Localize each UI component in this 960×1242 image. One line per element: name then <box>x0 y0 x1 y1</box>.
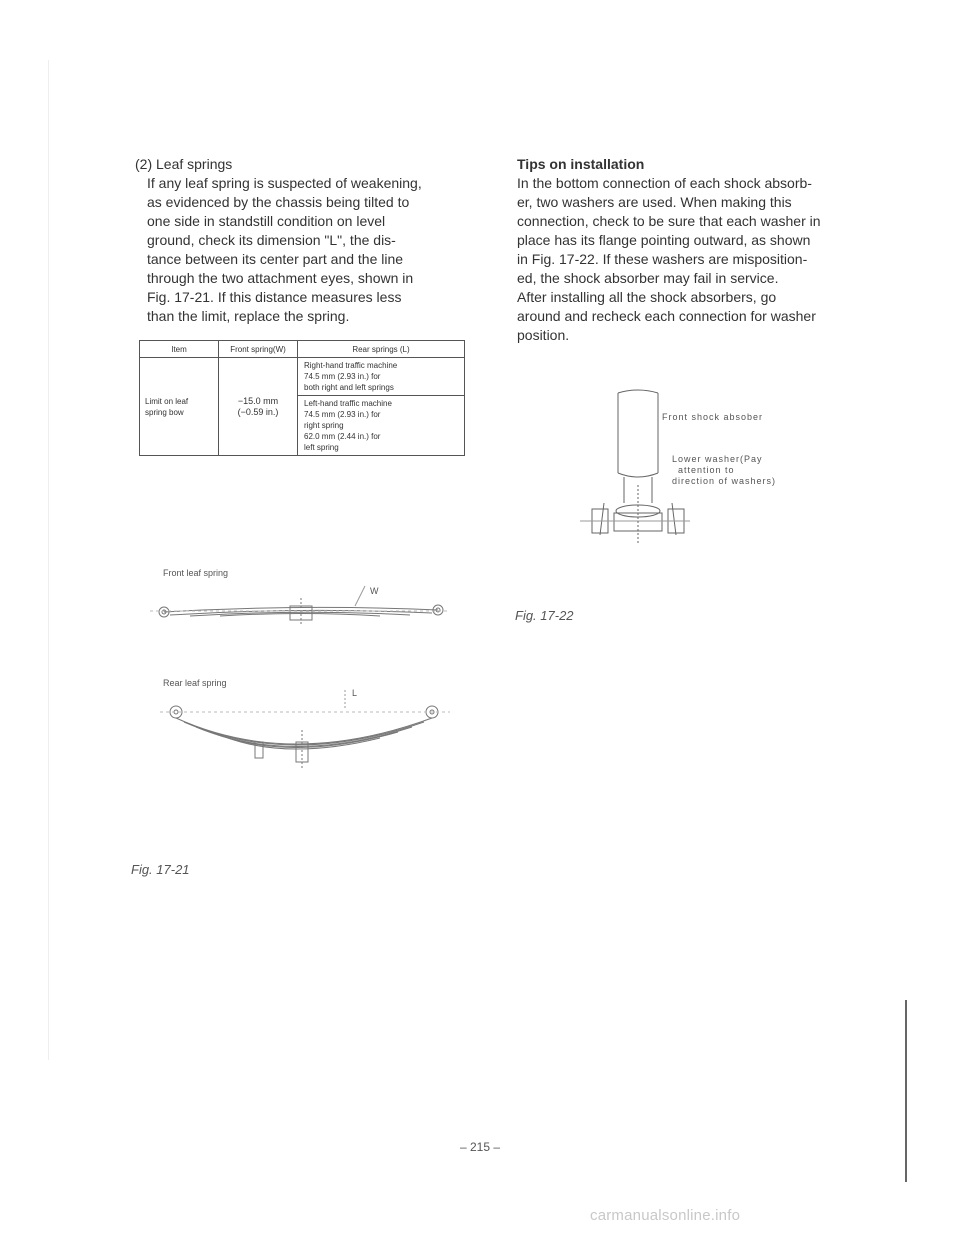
front-leaf-spring-drawing <box>150 580 470 640</box>
item-line: Limit on leaf <box>145 396 189 406</box>
installation-tips-line: ed, the shock absorber may fail in service. <box>517 270 779 286</box>
leaf-springs-section <box>135 155 465 326</box>
front-limit-mm: −15.0 mm <box>237 395 279 406</box>
header-rear: Rear springs (L) <box>298 341 465 358</box>
leaf-springs-line: If any leaf spring is suspected of weakening, <box>147 175 422 191</box>
leaf-springs-line: ground, check its dimension "L", the dis- <box>147 232 396 248</box>
installation-tips-line: er, two washers are used. When making this <box>517 194 792 210</box>
table-header-row <box>140 341 465 358</box>
rear-line: 74.5 mm (2.93 in.) for <box>304 410 381 419</box>
lower-washer-line: attention to <box>678 465 735 475</box>
front-limit-cell <box>219 358 298 456</box>
installation-tips-line: in Fig. 17-22. If these washers are misposition- <box>517 251 808 267</box>
fig-17-21-caption: Fig. 17-21 <box>131 862 190 877</box>
binding-edge-rule <box>905 1000 907 1182</box>
scan-edge <box>48 60 49 1060</box>
table-row <box>140 358 465 396</box>
installation-tips-line: position. <box>517 327 570 343</box>
leaf-springs-line: Fig. 17-21. If this distance measures less <box>147 289 402 305</box>
fig-17-22-caption: Fig. 17-22 <box>515 608 574 623</box>
rear-line: Left-hand traffic machine <box>304 399 392 408</box>
rear-line: left spring <box>304 443 339 452</box>
page-number: – 215 – <box>459 1140 501 1154</box>
rear-leaf-spring-drawing <box>150 680 470 770</box>
rear-line: right spring <box>304 421 344 430</box>
rear-right-hand-cell <box>298 358 465 396</box>
installation-tips-line: connection, check to be sure that each washer in <box>517 213 821 229</box>
header-item: Item <box>140 341 219 358</box>
rear-left-hand-cell <box>298 396 465 456</box>
leaf-springs-line: than the limit, replace the spring. <box>147 308 350 324</box>
rear-line: 74.5 mm (2.93 in.) for <box>304 372 381 381</box>
leaf-springs-line: as evidenced by the chassis being tilted to <box>147 194 410 210</box>
installation-tips-line: After installing all the shock absorbers, go <box>517 289 777 305</box>
installation-tips-line: around and recheck each connection for washer <box>517 308 816 324</box>
lower-washer-line: direction of washers) <box>672 476 777 486</box>
rear-line: Right-hand traffic machine <box>304 361 398 370</box>
installation-tips-section <box>517 155 862 345</box>
installation-tips-line: place has its flange pointing outward, as shown <box>517 232 811 248</box>
rear-line: 62.0 mm (2.44 in.) for <box>304 432 381 441</box>
leaf-springs-heading: (2) Leaf springs <box>135 156 233 172</box>
lower-washer-line: Lower washer(Pay <box>672 454 763 464</box>
rear-leaf-spring-label: Rear leaf spring <box>163 678 227 688</box>
front-shock-absorber-label: Front shock absober <box>662 412 764 422</box>
lower-washer-label <box>672 454 776 487</box>
rear-dim-label: L <box>352 688 358 698</box>
front-dim-label: W <box>370 586 379 596</box>
item-line: spring bow <box>145 407 184 417</box>
leaf-springs-line: one side in standstill condition on level <box>147 213 386 229</box>
leaf-springs-line: tance between its center part and the line <box>147 251 404 267</box>
rear-line: both right and left springs <box>304 383 394 392</box>
watermark: carmanualsonline.info <box>590 1207 741 1224</box>
front-limit-in: (−0.59 in.) <box>237 406 279 417</box>
header-front: Front spring(W) <box>219 341 298 358</box>
item-cell <box>140 358 219 456</box>
spring-limit-table <box>139 340 465 456</box>
installation-tips-line: In the bottom connection of each shock absorb- <box>517 175 812 191</box>
installation-tips-heading: Tips on installation <box>517 156 645 172</box>
front-leaf-spring-label: Front leaf spring <box>163 568 229 578</box>
leaf-springs-line: through the two attachment eyes, shown in <box>147 270 414 286</box>
